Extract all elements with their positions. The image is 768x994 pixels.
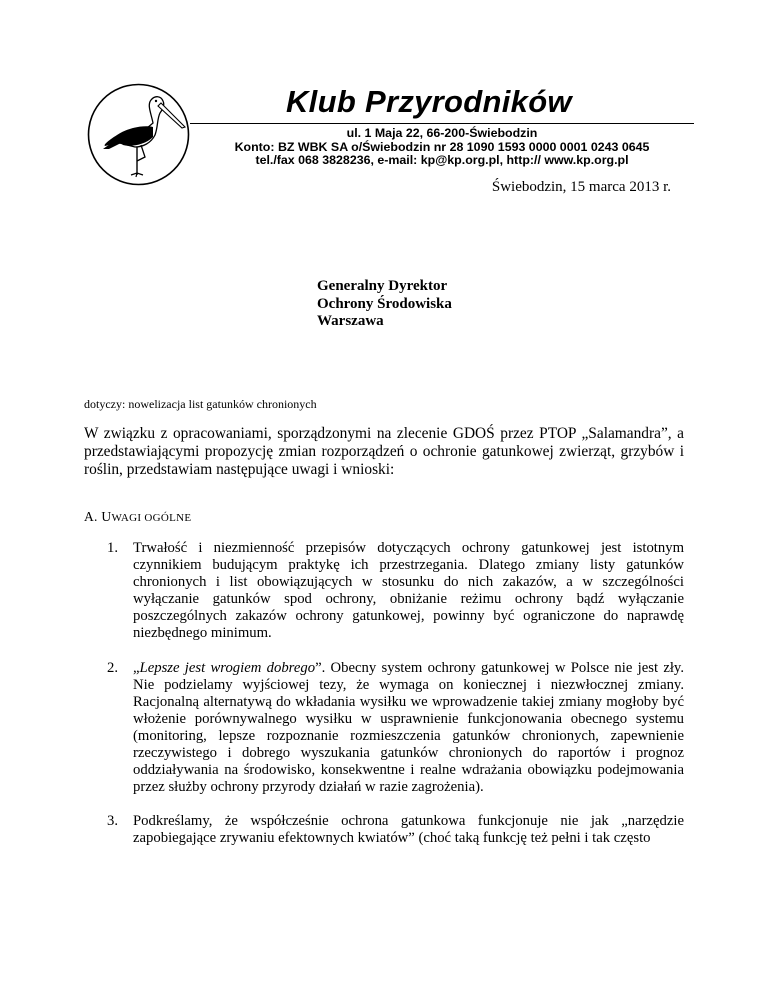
list-item-number: 3. (107, 813, 119, 830)
list-item-number: 2. (107, 659, 119, 676)
header-divider (190, 123, 694, 124)
quote-open: „ (133, 659, 140, 676)
recipient-line-1: Generalny Dyrektor (317, 278, 448, 294)
contacts-line: tel./fax 068 3828236, e-mail: kp@kp.org.pl, http:// www.kp.org.pl (255, 153, 629, 168)
bank-account-line: Konto: BZ WBK SA o/Świebodzin nr 28 1090 1593 0000 0001 0243 0645 (234, 139, 650, 154)
section-a-heading (84, 509, 191, 525)
recipient-line-3: Warszawa (317, 313, 384, 329)
list-item-text: Trwałość i niezmienność przepisów dotyczących ochrony gatunkowej jest istotnym czynnikiem budującym praktykę ich przestrzegania. Dlatego zmiany listy gatunków chronionych i list obowiązujących w stosunku do nich zakazów, a w szczególności wyłączanie gatunków spod ochrony, obniżanie reżimu ochrony bądź wyłączanie poszczególnych zakazów ochrony gatunkowej, powinny być ograniczone do naprawdę niezbędnego minimum. (133, 540, 684, 642)
list-item-text-rest: ”. Obecny system ochrony gatunkowej w Polsce nie jest zły. Nie podzielamy wyjściowej tezy, że wymaga on koniecznej i niezwłocznej zmiany. Racjonalną alternatywą do wkładania wysiłku we wprowadzenie takiej zmiany mogłoby być włożenie porównywalnego wysiłku w usprawnienie funkcjonowania obecnego systemu (monitoring, lepsze rozpoznanie rozmieszczenia gatunków chronionych, zapewnienie rzeczywistego i dobrego wyszukania gatunków chronionych do raportów i prognoz oddziaływania na środowisko, konsekwentne i realne wdrażania obowiązku podejmowania przez służby ochrony przyrody działań w razie zagrożenia). (133, 659, 684, 796)
section-a-title: WAGI OGÓLNE (111, 512, 192, 524)
subject-line: dotyczy: nowelizacja list gatunków chronionych (84, 397, 317, 411)
recipient-block (317, 278, 452, 331)
list-item (107, 540, 684, 643)
recipient-line-2: Ochrony Środowiska (317, 295, 452, 312)
remarks-list (107, 540, 684, 864)
intro-paragraph: W związku z opracowaniami, sporządzonymi na zlecenie GDOŚ przez PTOP „Salamandra”, a przedstawiającymi propozycję zmian rozporządzeń o ochronie gatunkowej zwierząt, grzybów i roślin, przedstawiam następujące uwagi i wnioski: (84, 425, 684, 478)
section-a-letter: A. U (84, 509, 112, 524)
list-item (107, 813, 684, 847)
list-item-text: Podkreślamy, że współcześnie ochrona gatunkowa funkcjonuje nie jak „narzędzie zapobiegające zrywaniu efektownych kwiatów” (choć taką funkcję też pełni i tak często (133, 813, 684, 847)
list-item (107, 660, 684, 797)
list-item-text (133, 660, 684, 797)
date-line: Świebodzin, 15 marca 2013 r. (491, 179, 671, 195)
stork-logo-icon (87, 83, 190, 186)
stork-logo (87, 83, 190, 186)
club-name: Klub Przyrodników (286, 84, 572, 119)
quote-italic: Lepsze jest wrogiem dobrego (139, 659, 316, 676)
address-line: ul. 1 Maja 22, 66-200-Świebodzin (346, 126, 538, 140)
list-item-number: 1. (107, 540, 119, 556)
contact-block (190, 127, 694, 168)
